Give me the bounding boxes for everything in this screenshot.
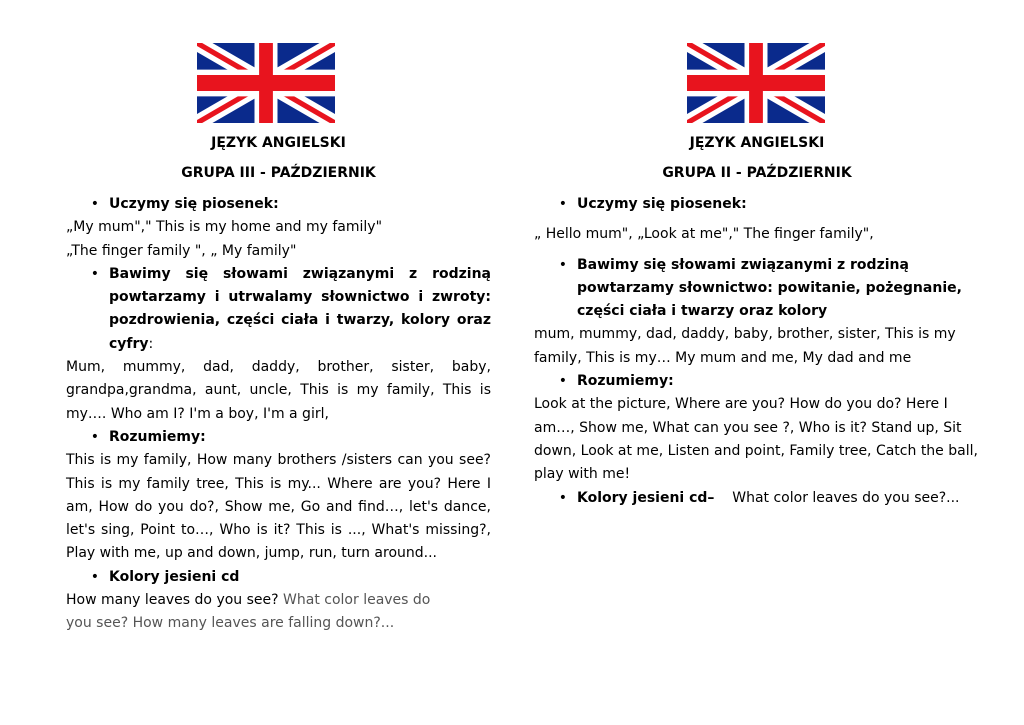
bullet-icon: • <box>558 373 567 390</box>
bullet-icon: • <box>558 196 567 212</box>
bullet-icon: • <box>90 196 99 212</box>
bullet-icon: • <box>90 265 99 282</box>
words-bullet <box>66 263 491 356</box>
understand-bullet <box>66 426 491 449</box>
songs-line: „ Hello mum", „Look at me"," The finger family", <box>534 226 874 243</box>
words-bullet <box>534 254 980 324</box>
group-title: GRUPA III - PAŹDZIERNIK <box>181 165 376 181</box>
colors-text <box>66 589 451 636</box>
right-content <box>534 193 980 510</box>
page-title: JĘZYK ANGIELSKI <box>689 135 825 151</box>
songs-label: Uczymy się piosenek: <box>577 196 747 212</box>
colors-label: Kolory jesieni cd <box>109 568 240 585</box>
colors-text-b: What color leaves do you see? How many leaves are falling down?... <box>66 592 431 632</box>
understand-text: Look at the picture, Where are you? How do you do? Here I am…, Show me, What can you see ?, Who is it? Stand up, Sit down, Look at me, Listen and point, Family tree, Catch the ball, play with me! <box>534 396 978 483</box>
words-label: Bawimy się słowami związanymi z rodziną powtarzamy słownictwo: powitanie, pożegnanie, części ciała i twarzy oraz kolory <box>577 256 962 320</box>
words-text: Mum, mummy, dad, daddy, brother, sister, baby, grandpa,grandma, aunt, uncle, This is my family, This is my…. Who am I? I'm a boy, I'm a girl, <box>66 359 491 422</box>
words-text: mum, mummy, dad, daddy, baby, brother, sister, This is my family, This is my… My mum and me, My dad and me <box>534 326 956 366</box>
colors-text-a: How many leaves do you see? <box>66 592 284 609</box>
words-colon: : <box>148 335 154 352</box>
understand-text: This is my family, How many brothers /sisters can you see? This is my family tree, This is my... Where are you? Here I am, How do you do?, Show me, Go and find…, let's dance, let's sing, Point to…, Who is it? This is ..., What's missing?, Play with me, up and down, jump, run, turn around... <box>66 452 491 562</box>
understand-label: Rozumiemy: <box>109 428 206 445</box>
colors-bullet <box>534 487 980 510</box>
colors-bullet <box>66 566 491 589</box>
understand-label: Rozumiemy: <box>577 373 674 390</box>
songs-line-1: „My mum"," This is my home and my family" <box>66 219 383 236</box>
bullet-icon: • <box>558 489 567 506</box>
left-content <box>66 193 491 636</box>
colors-label: Kolory jesieni cd– <box>577 489 715 506</box>
songs-label: Uczymy się piosenek: <box>109 196 279 212</box>
words-label: Bawimy się słowami związanymi z rodziną powtarzamy i utrwalamy słownictwo i zwroty: pozdrowienia, części ciała i twarzy, kolory oraz cyfry <box>109 265 491 352</box>
songs-line-2: „The finger family ", „ My family" <box>66 242 297 259</box>
colors-text: What color leaves do you see?... <box>714 489 960 506</box>
page-title: JĘZYK ANGIELSKI <box>211 135 346 151</box>
union-jack-flag-icon <box>197 43 335 123</box>
group-title: GRUPA II - PAŹDZIERNIK <box>662 165 852 181</box>
songs-bullet <box>66 193 491 216</box>
bullet-icon: • <box>90 428 99 445</box>
union-jack-flag-icon <box>687 43 825 123</box>
songs-bullet <box>534 193 980 216</box>
bullet-icon: • <box>558 256 567 273</box>
bullet-icon: • <box>90 568 99 585</box>
understand-bullet <box>534 370 980 393</box>
